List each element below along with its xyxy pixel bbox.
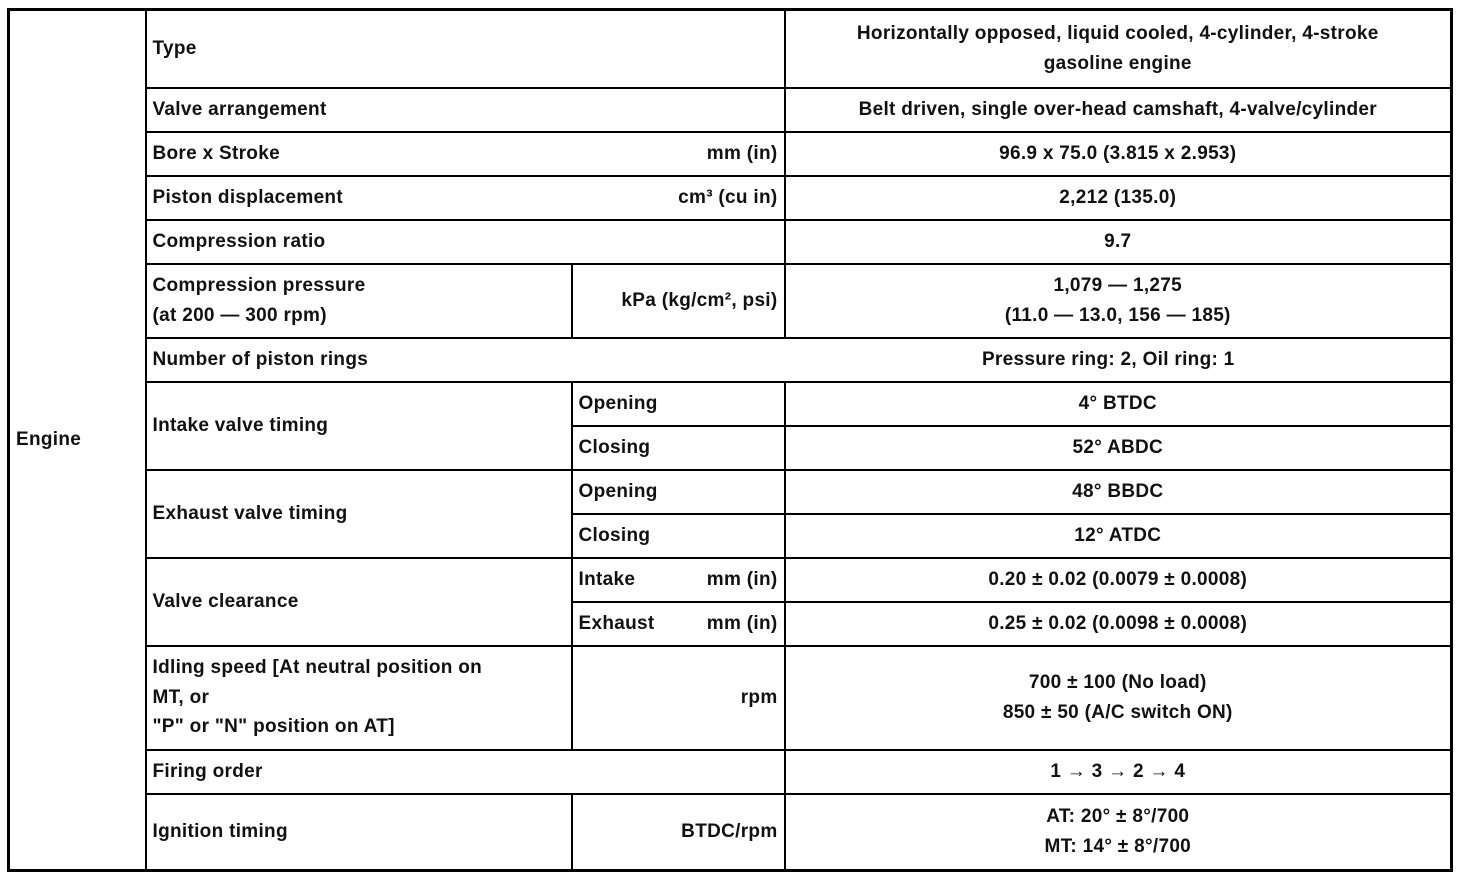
valve-arrangement-label: Valve arrangement <box>146 88 785 132</box>
idling-speed-label <box>146 646 572 750</box>
intake-timing-label: Intake valve timing <box>146 382 572 470</box>
bore-stroke-unit: mm (in) <box>706 142 778 164</box>
intake-opening-value: 4° BTDC <box>785 382 1452 426</box>
valve-clearance-intake-cell <box>572 558 785 602</box>
piston-rings-cell <box>146 338 1452 382</box>
exhaust-closing-label: Closing <box>572 514 785 558</box>
exhaust-opening-label: Opening <box>572 470 785 514</box>
valve-clearance-exhaust-cell <box>572 602 785 646</box>
ignition-timing-value-line1: AT: 20° ± 8°/700 <box>1046 806 1190 828</box>
table-row <box>9 264 1452 338</box>
engine-spec-table <box>7 8 1453 872</box>
valve-clearance-exhaust-value: 0.25 ± 0.02 (0.0098 ± 0.0008) <box>785 602 1452 646</box>
category-engine: Engine <box>9 10 146 871</box>
compression-ratio-label: Compression ratio <box>146 220 785 264</box>
valve-arrangement-value: Belt driven, single over-head camshaft, 4-valve/cylinder <box>785 88 1452 132</box>
ignition-timing-value-line2: MT: 14° ± 8°/700 <box>1044 835 1192 857</box>
compression-pressure-unit: kPa (kg/cm², psi) <box>572 264 785 338</box>
valve-clearance-intake-unit: mm (in) <box>706 568 778 590</box>
table-row <box>9 338 1452 382</box>
type-value-line2: gasoline engine <box>1043 52 1192 74</box>
exhaust-timing-label: Exhaust valve timing <box>146 470 572 558</box>
valve-clearance-label: Valve clearance <box>146 558 572 646</box>
table-row <box>9 558 1452 602</box>
table-row <box>9 88 1452 132</box>
idling-speed-label-line3: "P" or "N" position on AT] <box>152 716 395 738</box>
valve-clearance-exhaust-label: Exhaust <box>578 612 655 634</box>
idling-speed-value-line1: 700 ± 100 (No load) <box>1028 672 1207 694</box>
idling-speed-label-line1: Idling speed [At neutral position on <box>152 657 483 679</box>
type-value-line1: Horizontally opposed, liquid cooled, 4-cylinder, 4-stroke <box>856 23 1379 45</box>
bore-stroke-label: Bore x Stroke <box>152 142 280 164</box>
table-row <box>9 10 1452 88</box>
intake-closing-value: 52° ABDC <box>785 426 1452 470</box>
piston-displacement-label: Piston displacement <box>152 186 343 208</box>
piston-rings-value: Pressure ring: 2, Oil ring: 1 <box>981 348 1235 370</box>
table-row <box>9 794 1452 871</box>
firing-order-value: 1 → 3 → 2 → 4 <box>785 750 1452 794</box>
compression-pressure-value-line1: 1,079 — 1,275 <box>1053 275 1183 297</box>
ignition-timing-unit: BTDC/rpm <box>572 794 785 871</box>
table-row <box>9 750 1452 794</box>
piston-displacement-unit: cm³ (cu in) <box>678 186 778 208</box>
type-label: Type <box>146 10 785 88</box>
valve-clearance-intake-value: 0.20 ± 0.02 (0.0079 ± 0.0008) <box>785 558 1452 602</box>
idling-speed-label-line2: MT, or <box>152 686 210 708</box>
piston-rings-label: Number of piston rings <box>152 348 369 370</box>
table-row <box>9 220 1452 264</box>
ignition-timing-value <box>785 794 1452 871</box>
idling-speed-value-line2: 850 ± 50 (A/C switch ON) <box>1002 701 1233 723</box>
valve-clearance-intake-label: Intake <box>578 568 636 590</box>
valve-clearance-exhaust-unit: mm (in) <box>706 612 778 634</box>
compression-pressure-label-line2: (at 200 — 300 rpm) <box>152 304 327 326</box>
exhaust-closing-value: 12° ATDC <box>785 514 1452 558</box>
table-row <box>9 646 1452 750</box>
idling-speed-value <box>785 646 1452 750</box>
table-row <box>9 176 1452 220</box>
intake-opening-label: Opening <box>572 382 785 426</box>
compression-ratio-value: 9.7 <box>785 220 1452 264</box>
intake-closing-label: Closing <box>572 426 785 470</box>
firing-order-label: Firing order <box>146 750 785 794</box>
piston-displacement-cell <box>146 176 785 220</box>
compression-pressure-value <box>785 264 1452 338</box>
table-row <box>9 132 1452 176</box>
piston-displacement-value: 2,212 (135.0) <box>785 176 1452 220</box>
compression-pressure-value-line2: (11.0 — 13.0, 156 — 185) <box>1004 304 1231 326</box>
compression-pressure-label <box>146 264 572 338</box>
table-row <box>9 470 1452 514</box>
table-row <box>9 382 1452 426</box>
bore-stroke-cell <box>146 132 785 176</box>
type-value <box>785 10 1452 88</box>
idling-speed-unit: rpm <box>572 646 785 750</box>
compression-pressure-label-line1: Compression pressure <box>152 275 366 297</box>
ignition-timing-label: Ignition timing <box>146 794 572 871</box>
exhaust-opening-value: 48° BBDC <box>785 470 1452 514</box>
bore-stroke-value: 96.9 x 75.0 (3.815 x 2.953) <box>785 132 1452 176</box>
